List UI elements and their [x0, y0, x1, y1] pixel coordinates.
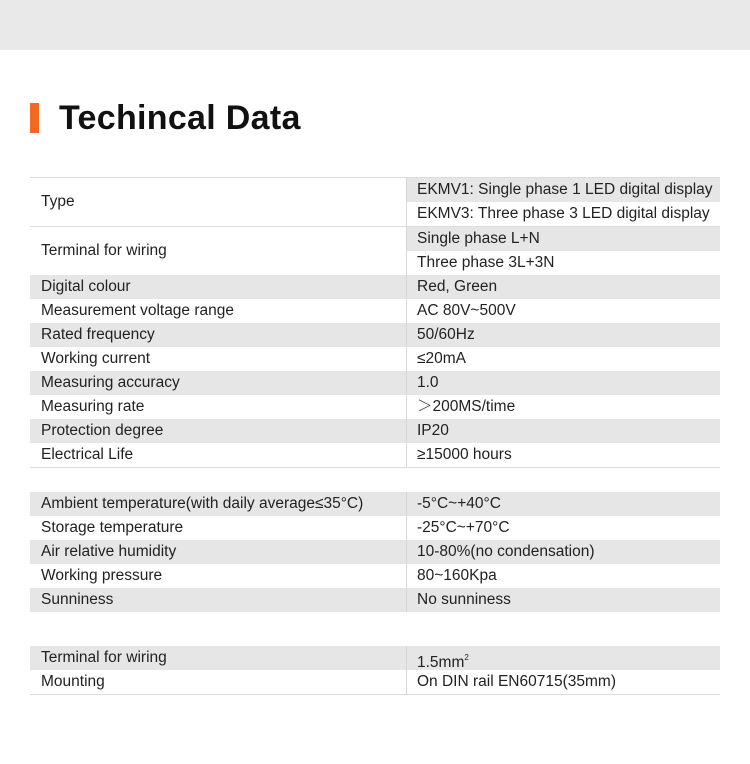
row-value [406, 646, 720, 670]
row-label: Electrical Life [41, 446, 134, 463]
row-value-text: 1.5mm [417, 654, 465, 671]
row-label: Measurement voltage range [41, 302, 235, 319]
row-label: Terminal for wiring [41, 242, 167, 259]
technical-table-installation [30, 646, 720, 695]
section-heading [30, 98, 301, 138]
table-row [30, 564, 720, 588]
table-row [30, 646, 720, 670]
row-value: ≥15000 hours [406, 443, 720, 467]
row-value: IP20 [406, 419, 720, 443]
row-value: Single phase L+N [407, 227, 720, 251]
page-title: Techincal Data [59, 98, 301, 137]
row-value-group [406, 178, 720, 226]
row-value: EKMV3: Three phase 3 LED digital display [417, 205, 710, 222]
row-label: Ambient temperature(with daily average≤35°C) [41, 495, 364, 512]
row-value: ≤20mA [406, 347, 720, 371]
row-value: Red, Green [406, 275, 720, 299]
table-row [30, 227, 720, 275]
row-label: Measuring rate [41, 398, 145, 415]
top-banner [0, 0, 750, 50]
row-value: AC 80V~500V [406, 299, 720, 323]
superscript: 2 [464, 653, 469, 662]
row-value: ＞200MS/time [406, 395, 720, 419]
row-value: No sunniness [406, 588, 720, 612]
table-row [30, 419, 720, 443]
table-row [30, 178, 720, 226]
row-value: 1.0 [406, 371, 720, 395]
row-value: 50/60Hz [406, 323, 720, 347]
table-row [30, 588, 720, 612]
table-row [30, 492, 720, 516]
technical-table-environment [30, 492, 720, 612]
row-label: Digital colour [41, 278, 131, 295]
row-value: 80~160Kpa [406, 564, 720, 588]
row-label: Air relative humidity [41, 543, 177, 560]
row-label: Terminal for wiring [41, 649, 167, 666]
table-divider [30, 467, 720, 468]
table-row [30, 347, 720, 371]
row-label: Sunniness [41, 591, 114, 608]
row-value-group [406, 227, 720, 275]
row-label: Rated frequency [41, 326, 155, 343]
table-row [30, 395, 720, 419]
table-divider [30, 694, 720, 695]
table-row [30, 323, 720, 347]
row-label: Working pressure [41, 567, 163, 584]
row-label: Working current [41, 350, 151, 367]
table-row [30, 670, 720, 694]
row-label: Protection degree [41, 422, 164, 439]
table-row [30, 516, 720, 540]
row-value: Three phase 3L+3N [417, 254, 555, 271]
table-row [30, 275, 720, 299]
row-value: On DIN rail EN60715(35mm) [406, 670, 720, 694]
row-value: -5°C~+40°C [406, 492, 720, 516]
technical-table-electrical [30, 177, 720, 468]
row-value: -25°C~+70°C [406, 516, 720, 540]
row-value: 10-80%(no condensation) [406, 540, 720, 564]
row-label: Storage temperature [41, 519, 184, 536]
row-label: Measuring accuracy [41, 374, 180, 391]
table-row [30, 443, 720, 467]
row-value: EKMV1: Single phase 1 LED digital display [407, 178, 720, 202]
table-row [30, 299, 720, 323]
table-row [30, 540, 720, 564]
row-label: Type [41, 193, 75, 210]
table-row [30, 371, 720, 395]
row-label: Mounting [41, 673, 105, 690]
accent-bar [30, 103, 39, 133]
